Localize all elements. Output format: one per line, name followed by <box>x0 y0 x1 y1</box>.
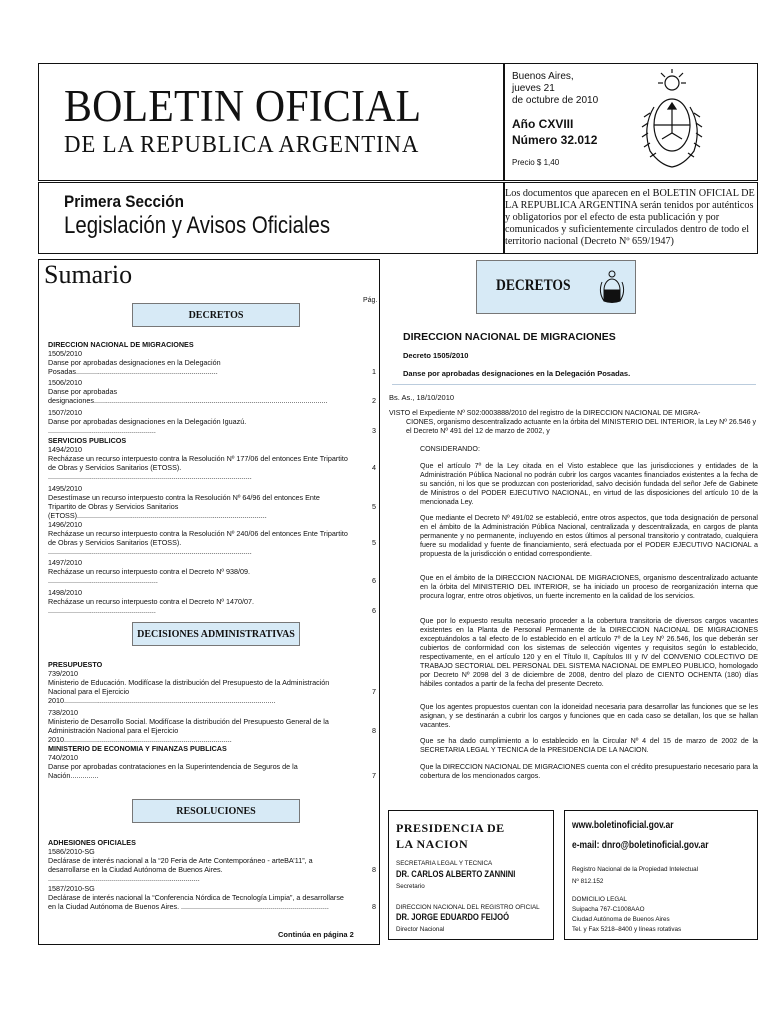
sumario-entry-page: 5 <box>372 538 376 547</box>
presidencia-line-1: PRESIDENCIA DE <box>396 821 505 835</box>
website-link[interactable]: www.boletinoficial.gov.ar <box>572 820 674 831</box>
sumario-entry-page: 1 <box>372 367 376 376</box>
divider <box>392 384 756 385</box>
sumario-entry-number: 739/2010 <box>48 669 78 678</box>
secretaria-name: DR. CARLOS ALBERTO ZANNINI <box>396 869 516 879</box>
masthead-subtitle: DE LA REPUBLICA ARGENTINA <box>64 132 420 158</box>
sumario-entry[interactable] <box>48 708 376 744</box>
direccion-name: DR. JORGE EDUARDO FEIJOÓ <box>396 912 510 922</box>
domicilio-street: Suipacha 767-C1008AAO <box>572 906 645 913</box>
sumario-entry-number: 1505/2010 <box>48 349 82 358</box>
sumario-entry-number: 1507/2010 <box>48 408 82 417</box>
sumario-entry-number: 1506/2010 <box>48 378 82 387</box>
sumario-entry-text: Recházase un recurso interpuesto contra el Decreto Nº 938/09. ....................................................... <box>48 567 250 585</box>
issue-date: de octubre de 2010 <box>512 95 599 106</box>
masthead-title: BOLETIN OFICIAL <box>64 81 422 131</box>
sumario-entry-page: 6 <box>372 606 376 615</box>
decree-paragraph: Que los agentes propuestos cuentan con la idoneidad necesaria para desarrollar las funciones que se les asignan, y se destinarán a cubrir los cargos y funciones que en cada caso se detallan, los que se hallan vacantes. <box>420 703 758 729</box>
sumario-entry-page: 7 <box>372 687 376 696</box>
issue-year: Año CXVIII <box>512 117 574 131</box>
sumario-entry-text: Recházase un recurso interpuesto contra la Resolución Nº 177/06 del entonces Ente Tripartito de Obras y Servicios Sanitarios (ETOSS). ...................................................................................................... <box>48 454 348 481</box>
decree-date: Bs. As., 18/10/2010 <box>389 393 455 402</box>
issue-day: jueves 21 <box>512 83 555 94</box>
sumario-entry-text: Danse por aprobadas designaciones en la Delegación Iguazú. ...................................................... <box>48 417 247 435</box>
sumario-entry[interactable] <box>48 520 376 556</box>
sumario-entry-page: 7 <box>372 771 376 780</box>
sumario-entry-page: 3 <box>372 426 376 435</box>
considerando-label: CONSIDERANDO: <box>420 445 480 453</box>
sumario-entry-number: 1496/2010 <box>48 520 82 529</box>
sumario-entry[interactable] <box>48 884 376 911</box>
sumario-entry-category: ADHESIONES OFICIALES <box>48 838 136 847</box>
sumario-entry-page: 8 <box>372 726 376 735</box>
decree-paragraph: Que se ha dado cumplimiento a lo establecido en la Circular Nº 4 del 15 de marzo de 2002 de la SECRETARIA LEGAL Y TECNICA de la PRESIDENCIA DE LA NACION. <box>420 737 758 754</box>
decree-paragraph: Que la DIRECCION NACIONAL DE MIGRACIONES cuenta con el crédito presupuestario necesario para la cobertura de los mencionados cargos. <box>420 763 758 780</box>
visto-line-2: CIONES, organismo descentralizado actuante en la órbita del MINISTERIO DEL INTERIOR, la Ley Nº 26.546 y el Decreto Nº 491 del 12 de marzo de 2002, y <box>406 418 757 435</box>
sumario-entry-page: 2 <box>372 396 376 405</box>
sumario-entry-number: 1497/2010 <box>48 558 82 567</box>
issue-price: Precio $ 1,40 <box>512 158 560 167</box>
section-subtitle: Legislación y Avisos Oficiales <box>64 212 331 239</box>
sumario-entry[interactable] <box>48 558 376 585</box>
decree-paragraph: Que por lo expuesto resulta necesario proceder a la cobertura transitoria de diversos cargos vacantes existentes en la Planta de Personal Permanente de la DIRECCION NACIONAL DE MIGRACIONES exceptuándolos a tal efecto de lo establecido en el artículo 7º de la Ley Nº 26.546, los que deberán ser cubiertos de conformidad con los sistemas de selección vigentes y requisitos según lo establecido, respectivamente, en el artículo 120 y en el Título II, Capítulos III y IV del CONVENIO COLECTIVO DE TRABAJO SECTORIAL DEL PERSONAL DEL SISTEMA NACIONAL DE EMPLEO PUBLICO, homologado por Decreto Nº 2098 del 3 de diciembre de 2008, dentro del plazo de CIENTO OCHENTA (180) días hábiles contados a partir de la fecha del presente Decreto. <box>420 617 758 688</box>
domicilio-label: DOMICILIO LEGAL <box>572 896 627 903</box>
sumario-entry[interactable] <box>48 744 376 780</box>
sumario-entry-number: 1494/2010 <box>48 445 82 454</box>
legal-notice: Los documentos que aparecen en el BOLETIN OFICIAL DE LA REPUBLICA ARGENTINA serán tenidos por auténticos y obligatorios por el efecto de esta publicación y por comunicados y suficientemente circulados dentro de todo el territorio nacional (Decreto Nº 659/1947) <box>505 188 755 247</box>
issue-number: Número 32.012 <box>512 133 598 147</box>
decree-summary: Danse por aprobadas designaciones en la Delegación Posadas. <box>403 369 631 378</box>
decree-organism: DIRECCION NACIONAL DE MIGRACIONES <box>403 331 616 343</box>
sumario-entry-number: 1587/2010-SG <box>48 884 95 893</box>
decree-number: Decreto 1505/2010 <box>403 351 469 360</box>
direccion-label: DIRECCION NACIONAL DEL REGISTRO OFICIAL <box>396 904 540 911</box>
sumario-entry-text: Ministerio de Educación. Modifícase la distribución del Presupuesto de la Administración Nacional para el Ejercicio 2010.......................................................................................................... <box>48 678 330 705</box>
sumario-entry[interactable] <box>48 436 376 481</box>
presidencia-title <box>396 820 505 852</box>
sumario-decisiones-header[interactable]: DECISIONES ADMINISTRATIVAS <box>132 622 300 646</box>
sumario-entry[interactable] <box>48 660 376 705</box>
registro-label: Registro Nacional de la Propiedad Intelectual <box>572 866 699 873</box>
sumario-resoluciones-header[interactable]: RESOLUCIONES <box>132 799 300 823</box>
sumario-entry-number: 1498/2010 <box>48 588 82 597</box>
secretaria-label: SECRETARIA LEGAL Y TECNICA <box>396 860 493 867</box>
sumario-entry-number: 738/2010 <box>48 708 78 717</box>
sumario-title: Sumario <box>44 260 133 289</box>
sumario-entry-number: 740/2010 <box>48 753 78 762</box>
sumario-entry-page: 5 <box>372 502 376 511</box>
coat-of-arms-small-icon <box>598 268 626 306</box>
sumario-entry[interactable] <box>48 340 376 376</box>
visto-line-1: VISTO el Expediente Nº S02:0003888/2010 del registro de la DIRECCION NACIONAL DE MIGRA- <box>389 409 701 417</box>
sumario-entry-page: 8 <box>372 865 376 874</box>
domicilio-city: Ciudad Autónoma de Buenos Aires <box>572 916 670 923</box>
sumario-entry-text: Danse por aprobadas designaciones..................................................................................................................... <box>48 387 328 405</box>
sumario-entry-category: SERVICIOS PUBLICOS <box>48 436 127 445</box>
sumario-entry-text: Recházase un recurso interpuesto contra la Resolución Nº 240/06 del entonces Ente Tripartito de Obras y Servicios Sanitarios (ETOSS). ...................................................................................................... <box>48 529 348 556</box>
sumario-entry[interactable] <box>48 838 376 883</box>
sumario-entry-category: MINISTERIO DE ECONOMIA Y FINANZAS PUBLICAS <box>48 744 227 753</box>
decree-paragraph: Que en el ámbito de la DIRECCION NACIONAL DE MIGRACIONES, organismo descentralizado actuante en la órbita del MINISTERIO DEL INTERIOR, se ha iniciado un proceso de reorganización interna que procura lograr, entre otros objetivos, un fuerte incremento en la calidad de los servicios. <box>420 574 758 600</box>
sumario-entry-page: 6 <box>372 576 376 585</box>
presidencia-line-2: LA NACION <box>396 837 469 851</box>
sumario-entry-category: DIRECCION NACIONAL DE MIGRACIONES <box>48 340 194 349</box>
continued-note: Continúa en página 2 <box>278 930 354 939</box>
sumario-entry-text: Declárase de interés nacional la “Conferencia Nórdica de Tecnología Limpia”, a desarrollarse en la Ciudad Autónoma de Buenos Aires. .......................................................................... <box>48 893 344 911</box>
registro-number: Nº 812.152 <box>572 878 604 885</box>
argentina-coat-of-arms-icon <box>636 67 708 177</box>
issue-city: Buenos Aires, <box>512 71 574 82</box>
email-link[interactable]: e-mail: dnro@boletinoficial.gov.ar <box>572 840 709 851</box>
section-name: Primera Sección <box>64 192 184 211</box>
sumario-entry[interactable] <box>48 588 376 615</box>
direccion-role: Director Nacional <box>396 926 445 933</box>
sumario-entry-text: Danse por aprobadas designaciones en la Delegación Posadas....................................................................... <box>48 358 221 376</box>
sumario-entry-page: 8 <box>372 902 376 911</box>
page-column-label: Pág. <box>363 297 378 304</box>
sumario-decretos-header[interactable]: DECRETOS <box>132 303 300 327</box>
sumario-entry-text: Declárase de interés nacional a la “20 Feria de Arte Contemporáneo - arteBA’11”, a desarrollarse en la Ciudad Autónoma de Buenos Aires. ............................................................................ <box>48 856 313 883</box>
decree-paragraph: Que el artículo 7º de la Ley citada en el Visto establece que las jurisdicciones y entidades de la Administración Pública Nacional no podrán cubrir los cargos vacantes financiados existentes a la fecha de su sanción, ni los que se produzcan con posterioridad, salvo decisión fundada del señor Jefe de Gabinete de Ministros o del PODER EJECUTIVO NACIONAL, en virtud de las disposiciones del artículo 10 de la mencionada Ley. <box>420 462 758 506</box>
secretaria-role: Secretario <box>396 883 425 890</box>
sumario-entry-text: Ministerio de Desarrollo Social. Modifícase la distribución del Presupuesto General de la Administración Nacional para el Ejercicio 2010.................................................................................... <box>48 717 329 744</box>
sumario-entry[interactable] <box>48 378 376 405</box>
domicilio-phone: Tel. y Fax 5218–8400 y líneas rotativas <box>572 926 682 933</box>
sumario-entry-number: 1495/2010 <box>48 484 82 493</box>
sumario-entry-text: Danse por aprobadas contrataciones en la Superintendencia de Seguros de la Nación.............. <box>48 762 298 780</box>
sumario-entry-number: 1586/2010-SG <box>48 847 95 856</box>
sumario-entry[interactable] <box>48 408 376 435</box>
sumario-entry[interactable] <box>48 484 376 520</box>
decretos-banner-label: DECRETOS <box>496 277 571 294</box>
sumario-entry-text: Desestímase un recurso interpuesto contra la Resolución Nº 64/96 del entonces Ente Tripartito de Obras y Servicios Sanitarios (ETOSS)............................................................................................... <box>48 493 320 520</box>
sumario-entry-text: Recházase un recurso interpuesto contra el Decreto Nº 1470/07. ...................................................... <box>48 597 254 615</box>
decree-paragraph: Que mediante el Decreto Nº 491/02 se estableció, entre otros aspectos, que toda designación de personal en el ámbito de la Administración Pública Nacional, centralizada y descentralizada, en cargos de planta permanente y no permanente, incluyendo en estos últimos al personal transitorio y contratado, cualquiera fuere su modalidad y fuente de financiamiento, será efectuada por el PODER EJECUTIVO NACIONAL a propuesta de la jurisdicción o entidad correspondiente. <box>420 514 758 558</box>
sumario-entry-page: 4 <box>372 463 376 472</box>
sumario-entry-category: PRESUPUESTO <box>48 660 103 669</box>
